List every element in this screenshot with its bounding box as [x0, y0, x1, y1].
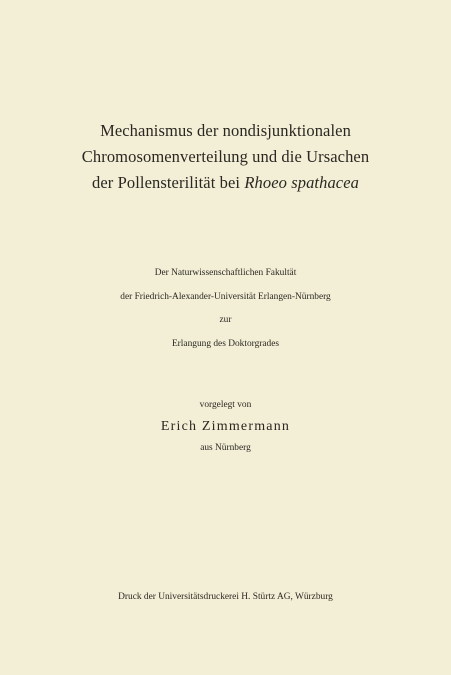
species-name: Rhoeo spathacea [244, 173, 360, 192]
author-name: Erich Zimmermann [160, 419, 291, 434]
dedication-line-4: Erlangung des Doktorgrades [171, 338, 280, 349]
presented-label: vorgelegt von [199, 400, 252, 410]
printer-imprint: Druck der Universitätsdruckerei H. Stürtz AG, Würzburg [118, 592, 333, 602]
dedication-line-3: zur [219, 315, 232, 325]
dedication-line-2: der Friedrich-Alexander-Universität Erlangen-Nürnberg [120, 291, 331, 302]
dedication-line-1: Der Naturwissenschaftlichen Fakultät [154, 268, 297, 278]
title-line-2: Chromosomenverteilung und die Ursachen [81, 147, 370, 166]
author-origin: aus Nürnberg [200, 443, 251, 453]
title-line-3-prefix: der Pollensterilität bei [91, 173, 245, 192]
dedication-block [0, 262, 451, 356]
title-line-3 [0, 170, 451, 196]
presented-by-block [0, 400, 451, 453]
title-line-1: Mechanismus der nondisjunktionalen [100, 121, 351, 140]
thesis-title [0, 118, 451, 196]
